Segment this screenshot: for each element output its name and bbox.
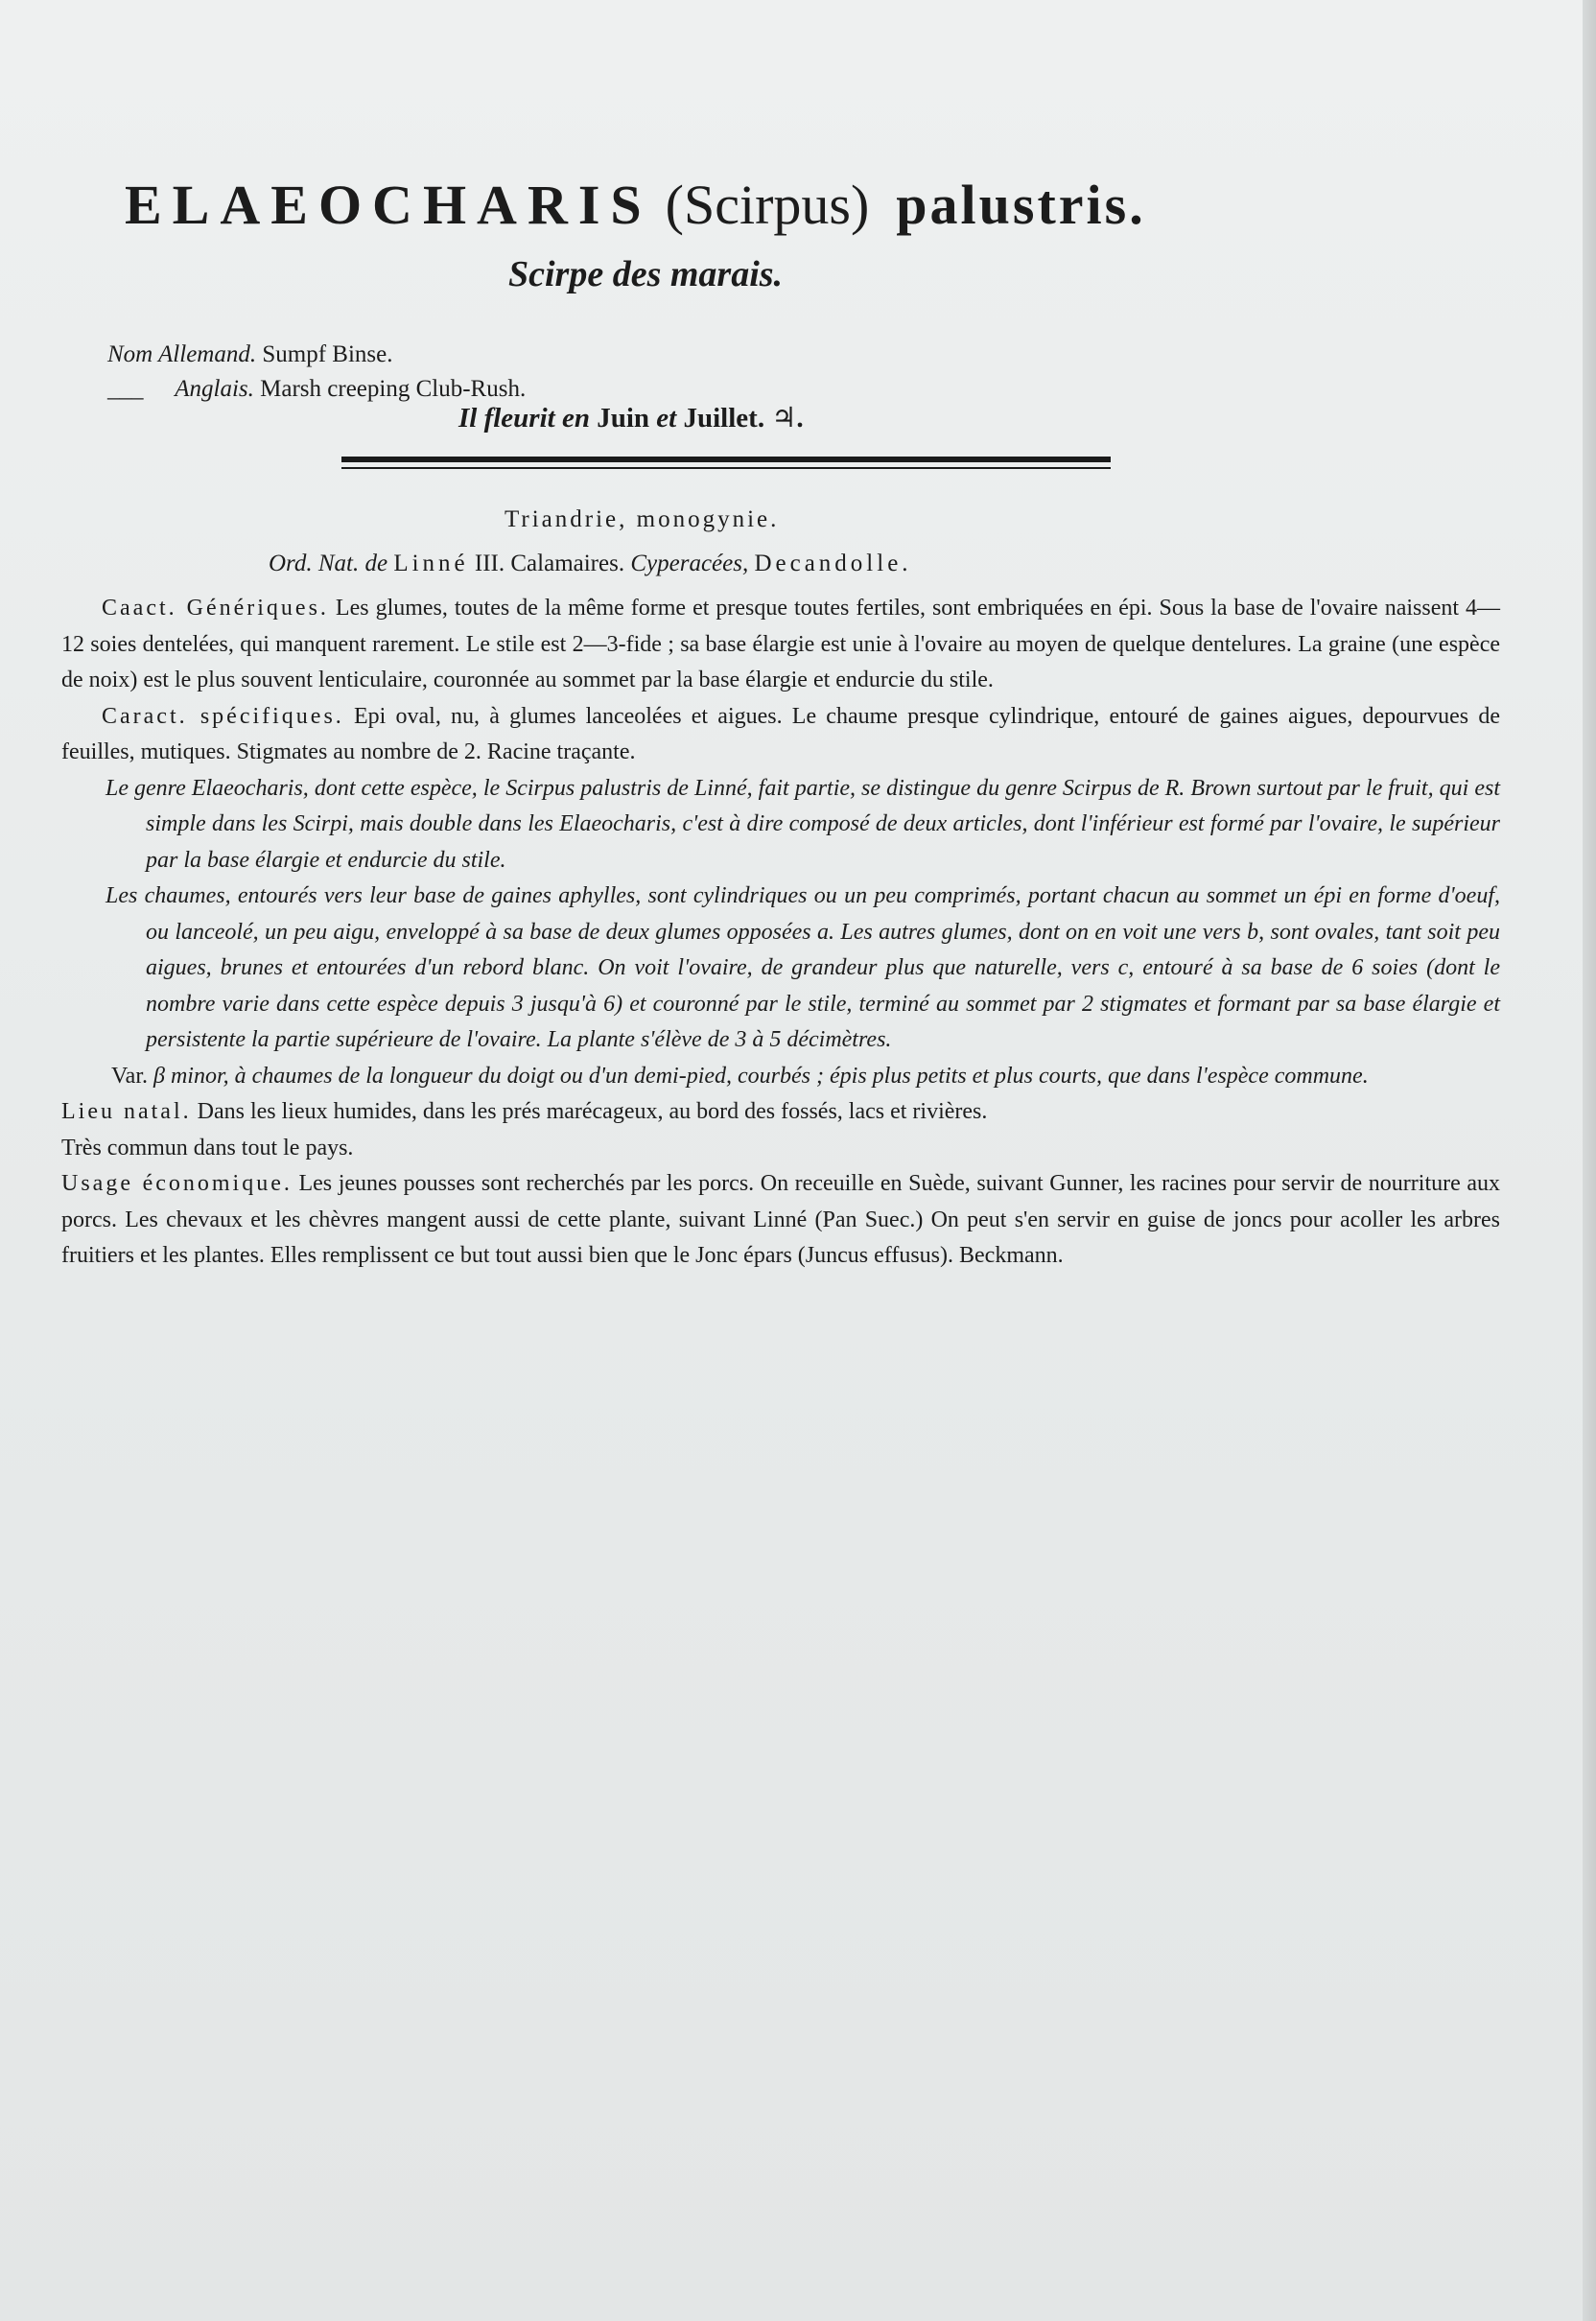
- flowering-prefix: Il fleurit en: [458, 403, 590, 434]
- genus-paragraph: [61, 771, 1500, 879]
- flowering-month2: Juillet.: [683, 403, 765, 434]
- flowering-conj: et: [656, 403, 677, 434]
- variety-paragraph: [61, 1059, 1500, 1095]
- page-title: [125, 173, 1146, 237]
- english-label: Anglais.: [175, 376, 254, 402]
- habitat-heading: Lieu natal.: [61, 1099, 192, 1124]
- thin-rule: [341, 467, 1111, 469]
- title-species: palustris.: [896, 174, 1146, 236]
- flowering-period: [458, 401, 804, 434]
- linnaean-class: Triandrie, monogynie.: [505, 506, 780, 532]
- german-label: Nom Allemand.: [107, 341, 257, 367]
- stems-text: Les chaumes, entourés vers leur base de gaines aphylles, sont cylindriques ou un peu comprimés, portant chacun au sommet un épi en forme d'oeuf, ou lanceolé, un peu aigu, enveloppé à sa base de deux glumes opposées a. Les autres glumes, dont on en voit une vers b, sont ovales, tant soit peu aigues, brunes et entourées d'un rebord blanc. On voit l'ovaire, de grandeur plus que naturelle, vers c, entouré à sa base de 6 soies (dont le nombre varie dans cette espèce depuis 3 jusqu'à 6) et couronné par le stile, terminé au sommet par 2 stigmates et formant par sa base élargie et persistente la partie supérieure de l'ovaire. La plante s'élève de 3 à 5 décimètres.: [106, 883, 1500, 1052]
- habitat-note: Très commun dans tout le pays.: [61, 1135, 354, 1160]
- specific-text: Epi oval, nu, à glumes lanceolées et aigues. Le chaume presque cylindrique, entouré de gaines aigues, depourvues de feuilles, mutiques. Stigmates au nombre de 2. Racine traçante.: [61, 703, 1501, 764]
- ordre-decandolle: Decandolle.: [754, 551, 912, 576]
- habitat-paragraph: [61, 1094, 1500, 1131]
- usage-paragraph: [61, 1166, 1500, 1275]
- description-body: [61, 591, 1500, 1275]
- generic-characters: [61, 591, 1500, 699]
- stems-paragraph: [61, 879, 1500, 1059]
- generic-heading: Caact. Génériques.: [102, 596, 329, 621]
- ditto-dash: ___: [107, 376, 144, 402]
- german-name-line: [107, 338, 526, 372]
- natural-order: [269, 551, 912, 577]
- generic-text: Les glumes, toutes de la même forme et presque toutes fertiles, sont embriquées en épi. Sous la base de l'ovaire naissent 4—12 soies dentelées, qui manquent rarement. Le stile est 2—3-fide ; sa base élargie est unie à l'ovaire au moyen de quelque dentelures. La graine (une espèce de noix) est le plus souvent lenticulaire, couronnée au sommet par la base élargie et endurcie du stile.: [61, 596, 1501, 692]
- vernacular-names: [107, 338, 526, 407]
- ordre-rest: III. Calamaires.: [474, 551, 625, 576]
- english-value: Marsh creeping Club-Rush.: [260, 376, 527, 402]
- ordre-prefix: Ord. Nat. de: [269, 551, 388, 576]
- specific-heading: Caract. spécifiques.: [102, 703, 344, 729]
- french-name: Scirpe des marais.: [508, 254, 784, 294]
- genus-text: Le genre Elaeocharis, dont cette espèce, le Scirpus palustris de Linné, fait partie, se distingue du genre Scirpus de R. Brown surtout par le fruit, qui est simple dans les Scirpi, mais double dans les Elaeocharis, c'est à dire composé de deux articles, dont l'inférieur est formé par l'ovaire, le supérieur par la base élargie et endurcie du stile.: [106, 775, 1500, 873]
- ordre-linne: Linné: [393, 551, 469, 576]
- variety-text: minor, à chaumes de la longueur du doigt ou d'un demi-pied, courbés ; épis plus petits et plus courts, que dans l'espèce commune.: [170, 1063, 1369, 1089]
- usage-heading: Usage économique.: [61, 1171, 293, 1196]
- title-synonym: (Scirpus): [665, 174, 870, 236]
- perennial-symbol: ♃.: [771, 403, 804, 434]
- title-genus: ELAEOCHARIS: [125, 174, 652, 236]
- flowering-month1: Juin: [597, 403, 650, 434]
- ordre-cyper: Cyperacées,: [630, 551, 749, 576]
- variety-heading: Var.: [111, 1063, 148, 1089]
- habitat-text: Dans les lieux humides, dans les prés marécageux, au bord des fossés, lacs et rivières.: [197, 1099, 988, 1124]
- thick-rule: [341, 457, 1111, 462]
- specific-characters: [61, 699, 1500, 771]
- page-edge: [1583, 0, 1596, 2321]
- variety-symbol: β: [153, 1063, 165, 1089]
- german-value: Sumpf Binse.: [262, 341, 393, 367]
- usage-text: Les jeunes pousses sont recherchés par les porcs. On receuille en Suède, suivant Gunner, les racines pour servir de nourriture aux porcs. Les chevaux et les chèvres mangent aussi de cette plante, suivant Linné (Pan Suec.) On peut s'en servir en guise de joncs pour acoller les arbres fruitiers et les plantes. Elles remplissent ce but tout aussi bien que le Jonc épars (Juncus effusus). Beckmann.: [61, 1171, 1501, 1268]
